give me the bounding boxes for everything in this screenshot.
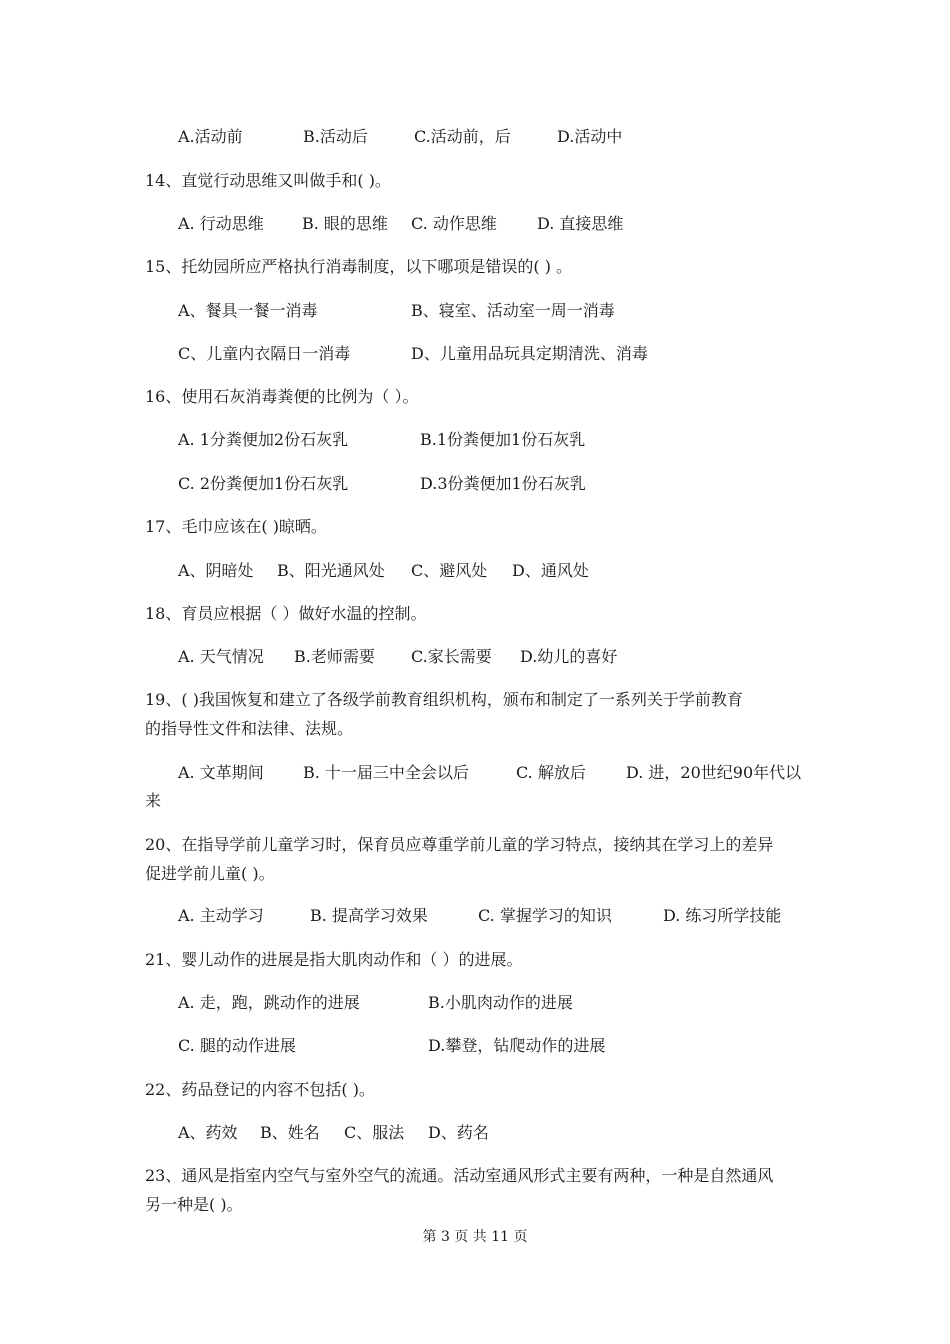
question-20-stem-line1: 20、在指导学前儿童学习时，保育员应尊重学前儿童的学习特点，接纳其在学习上的差异 — [145, 835, 774, 854]
q14-option-b: B. 眼的思维 — [302, 214, 388, 233]
q18-option-d: D.幼儿的喜好 — [520, 647, 618, 666]
q21-option-c: C. 腿的动作进展 — [178, 1036, 296, 1055]
q19-option-b: B. 十一届三中全会以后 — [303, 763, 469, 782]
q18-option-a: A. 天气情况 — [178, 647, 264, 666]
q22-option-a: A、药效 — [178, 1123, 238, 1142]
q17-option-a: A、阴暗处 — [178, 561, 254, 580]
q19-option-d-wrap: 来 — [145, 791, 162, 810]
q21-option-b: B.小肌肉动作的进展 — [428, 993, 573, 1012]
q16-option-b: B.1份粪便加1份石灰乳 — [420, 430, 586, 449]
question-14-stem: 14、直觉行动思维又叫做手和( )。 — [145, 171, 391, 190]
q14-option-a: A. 行动思维 — [178, 214, 264, 233]
question-18-stem: 18、育员应根据（ ）做好水温的控制。 — [145, 604, 427, 623]
question-23-stem-line1: 23、通风是指室内空气与室外空气的流通。活动室通风形式主要有两种，一种是自然通风 — [145, 1166, 774, 1185]
question-15-stem: 15、托幼园所应严格执行消毒制度，以下哪项是错误的( ) 。 — [145, 257, 573, 276]
q16-option-a: A. 1分粪便加2份石灰乳 — [178, 430, 349, 449]
question-20-stem-line2: 促进学前儿童( )。 — [145, 864, 275, 883]
q15-option-d: D、儿童用品玩具定期清洗、消毒 — [411, 344, 648, 363]
question-17-stem: 17、毛巾应该在( )晾晒。 — [145, 517, 327, 536]
q16-option-c: C. 2份粪便加1份石灰乳 — [178, 474, 349, 493]
q17-option-c: C、避风处 — [411, 561, 488, 580]
q15-option-b: B、寝室、活动室一周一消毒 — [411, 301, 615, 320]
q20-option-b: B. 提高学习效果 — [310, 906, 428, 925]
q16-option-d: D.3份粪便加1份石灰乳 — [420, 474, 586, 493]
question-22-stem: 22、药品登记的内容不包括( )。 — [145, 1080, 375, 1099]
question-19-stem-line2: 的指导性文件和法律、法规。 — [145, 719, 354, 738]
question-19-stem-line1: 19、( )我国恢复和建立了各级学前教育组织机构，颁布和制定了一系列关于学前教育 — [145, 690, 743, 709]
q19-option-a: A. 文革期间 — [178, 763, 264, 782]
q18-option-c: C.家长需要 — [411, 647, 492, 666]
question-23-stem-line2: 另一种是( )。 — [145, 1195, 243, 1214]
question-16-stem: 16、使用石灰消毒粪便的比例为（ ）。 — [145, 387, 419, 406]
q20-option-c: C. 掌握学习的知识 — [478, 906, 612, 925]
q18-option-b: B.老师需要 — [294, 647, 375, 666]
page-footer: 第 3 页 共 11 页 — [422, 1229, 528, 1245]
q13-option-b: B.活动后 — [303, 127, 368, 146]
q17-option-d: D、通风处 — [512, 561, 589, 580]
q14-option-d: D. 直接思维 — [537, 214, 624, 233]
q21-option-a: A. 走，跑，跳动作的进展 — [178, 993, 360, 1012]
q22-option-b: B、姓名 — [260, 1123, 320, 1142]
q14-option-c: C. 动作思维 — [411, 214, 497, 233]
q17-option-b: B、阳光通风处 — [277, 561, 385, 580]
q21-option-d: D.攀登，钻爬动作的进展 — [428, 1036, 606, 1055]
q22-option-c: C、服法 — [344, 1123, 405, 1142]
q19-option-c: C. 解放后 — [516, 763, 586, 782]
q20-option-d: D. 练习所学技能 — [663, 906, 782, 925]
q15-option-a: A、餐具一餐一消毒 — [178, 301, 318, 320]
q13-option-a: A.活动前 — [178, 127, 243, 146]
q20-option-a: A. 主动学习 — [178, 906, 264, 925]
q13-option-d: D.活动中 — [557, 127, 623, 146]
q15-option-c: C、儿童内衣隔日一消毒 — [178, 344, 351, 363]
q19-option-d: D. 进，20世纪90年代以 — [626, 763, 802, 782]
q22-option-d: D、药名 — [428, 1123, 489, 1142]
q13-option-c: C.活动前，后 — [414, 127, 511, 146]
question-21-stem: 21、婴儿动作的进展是指大肌肉动作和（ ）的进展。 — [145, 950, 523, 969]
